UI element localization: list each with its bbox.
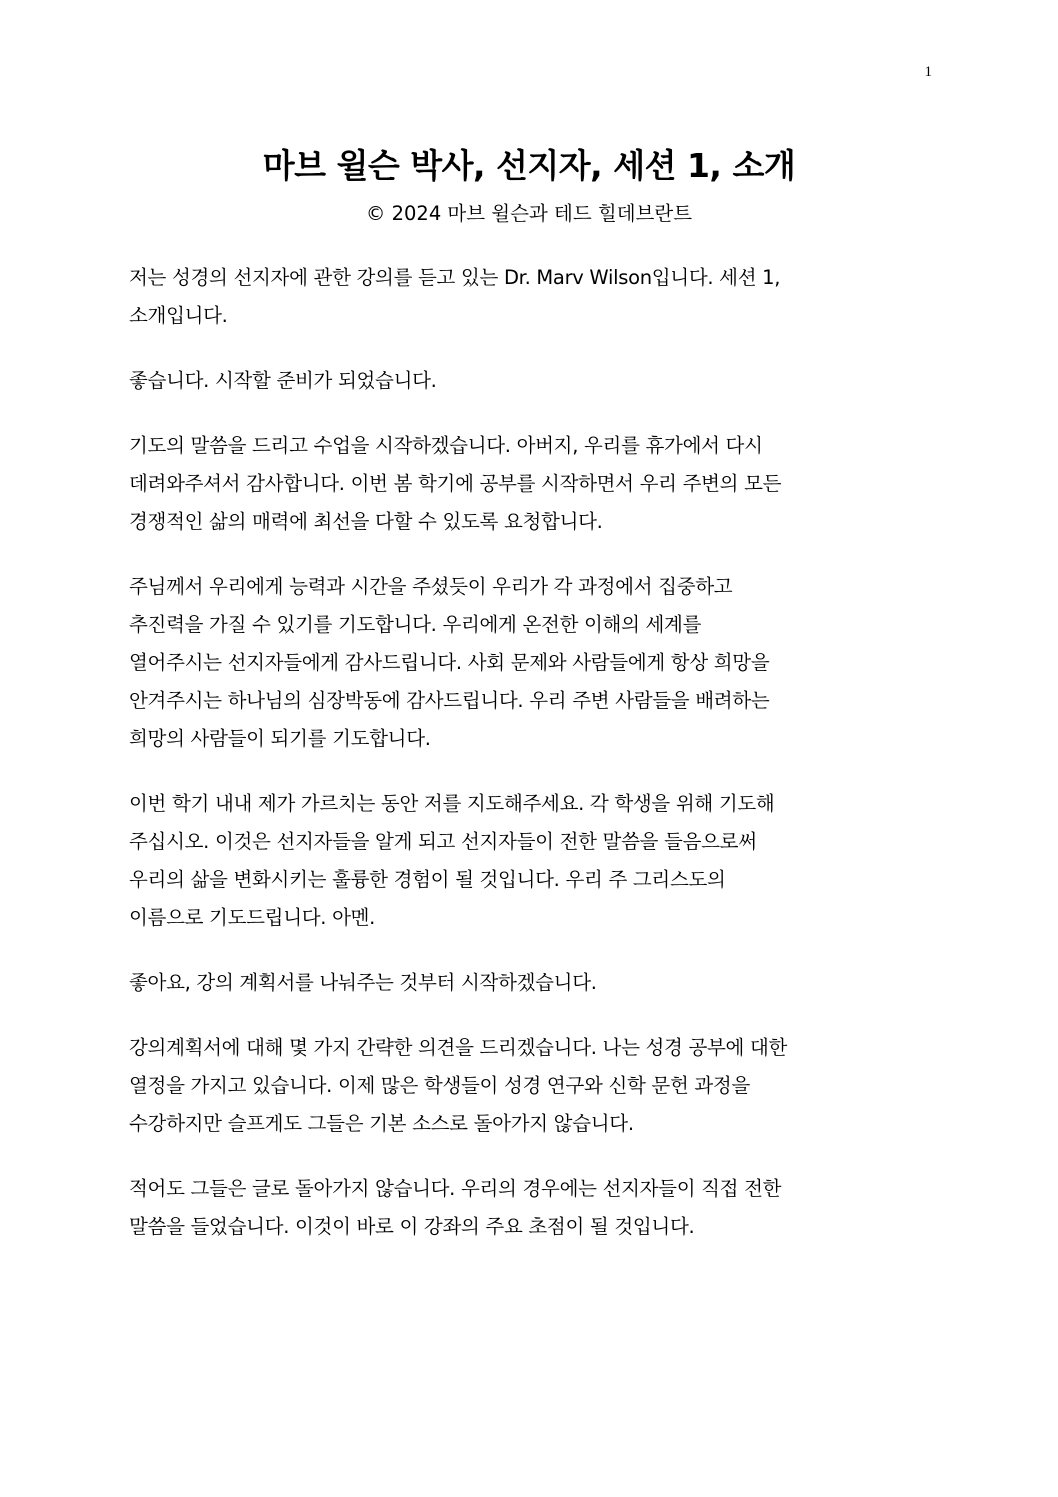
copyright-line: © 2024 마브 윌슨과 테드 힐데브란트 <box>365 202 693 225</box>
text-line: 이름으로 기도드립니다. 아멘. <box>129 906 376 929</box>
paragraph <box>129 1170 929 1246</box>
text-line: 경쟁적인 삶의 매력에 최선을 다할 수 있도록 요청합니다. <box>129 510 603 533</box>
text-line: 추진력을 가질 수 있기를 기도합니다. 우리에게 온전한 이해의 세계를 <box>129 613 702 636</box>
text-line: 열정을 가지고 있습니다. 이제 많은 학생들이 성경 연구와 신학 문헌 과정을 <box>129 1074 750 1097</box>
paragraph <box>129 259 929 335</box>
text-line: 좋아요, 강의 계획서를 나눠주는 것부터 시작하겠습니다. <box>129 971 597 994</box>
paragraph <box>129 362 929 400</box>
text-line: 우리의 삶을 변화시키는 훌륭한 경험이 될 것입니다. 우리 주 그리스도의 <box>129 868 726 891</box>
text-line: 데려와주셔서 감사합니다. 이번 봄 학기에 공부를 시작하면서 우리 주변의 모든 <box>129 472 782 495</box>
text-line: 이번 학기 내내 제가 가르치는 동안 저를 지도해주세요. 각 학생을 위해 기도해 <box>129 792 775 815</box>
text-line: 주님께서 우리에게 능력과 시간을 주셨듯이 우리가 각 과정에서 집중하고 <box>129 575 733 598</box>
text-line: 강의계획서에 대해 몇 가지 간략한 의견을 드리겠습니다. 나는 성경 공부에 대한 <box>129 1036 788 1059</box>
text-line: 기도의 말씀을 드리고 수업을 시작하겠습니다. 아버지, 우리를 휴가에서 다시 <box>129 434 763 457</box>
text-line: 희망의 사람들이 되기를 기도합니다. <box>129 727 431 750</box>
text-line: 수강하지만 슬프게도 그들은 기본 소스로 돌아가지 않습니다. <box>129 1112 634 1135</box>
paragraph <box>129 568 929 758</box>
text-line: 안겨주시는 하나님의 심장박동에 감사드립니다. 우리 주변 사람들을 배려하는 <box>129 689 770 712</box>
paragraph <box>129 785 929 937</box>
text-line: 말씀을 들었습니다. 이것이 바로 이 강좌의 주요 초점이 될 것입니다. <box>129 1215 695 1238</box>
text-line: 소개입니다. <box>129 304 228 327</box>
text-line: 열어주시는 선지자들에게 감사드립니다. 사회 문제와 사람들에게 항상 희망을 <box>129 651 770 674</box>
text-line: 저는 성경의 선지자에 관한 강의를 듣고 있는 Dr. Marv Wilson입니다. 세션 1, <box>129 266 781 289</box>
paragraph <box>129 427 929 541</box>
text-line: 좋습니다. 시작할 준비가 되었습니다. <box>129 369 437 392</box>
text-line: 적어도 그들은 글로 돌아가지 않습니다. 우리의 경우에는 선지자들이 직접 전한 <box>129 1177 782 1200</box>
page-number: 1 <box>924 64 932 80</box>
text-line: 주십시오. 이것은 선지자들을 알게 되고 선지자들이 전한 말씀을 들음으로써 <box>129 830 757 853</box>
document-body <box>129 259 929 1273</box>
paragraph <box>129 964 929 1002</box>
document-title: 마브 윌슨 박사, 선지자, 세션 1, 소개 <box>262 146 796 185</box>
paragraph <box>129 1029 929 1143</box>
